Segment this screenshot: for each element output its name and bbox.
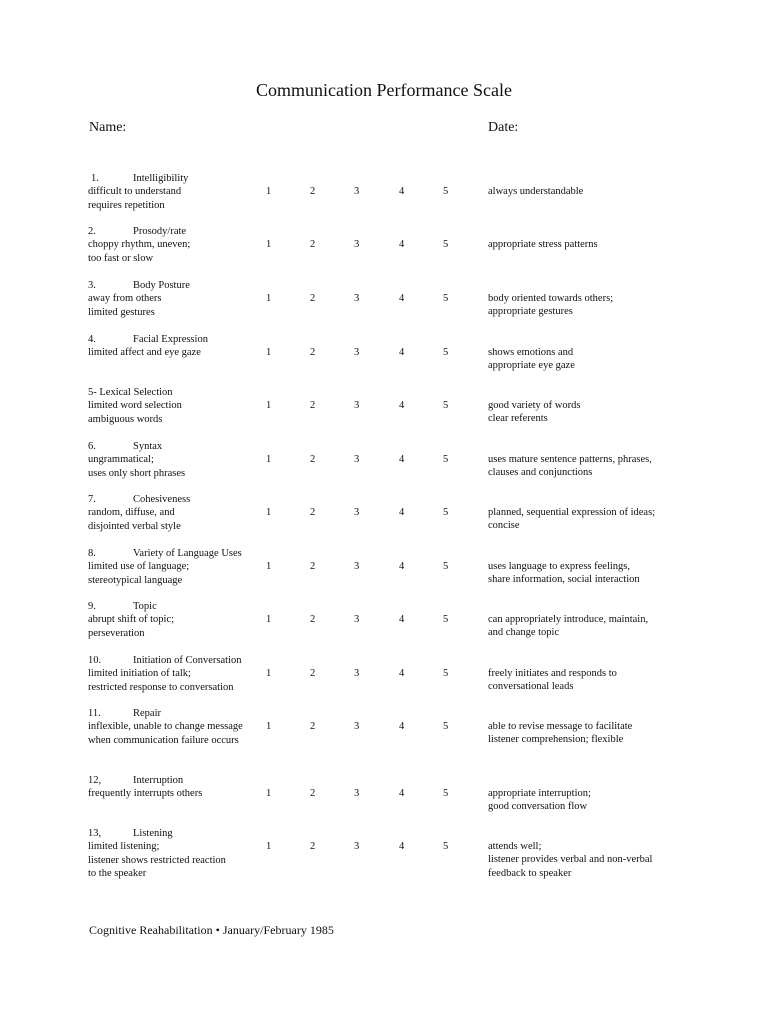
high-anchor-text: shows emotions and	[488, 347, 574, 358]
high-anchor-text: can appropriately introduce, maintain,	[488, 614, 649, 625]
page-title: Communication Performance Scale	[256, 80, 512, 100]
item-number: 6.	[88, 441, 96, 452]
item-heading	[88, 600, 273, 613]
item-number: 2.	[88, 226, 96, 237]
low-anchor-text: ambiguous words	[88, 413, 163, 425]
high-anchor-text: share information, social interaction	[488, 574, 640, 586]
footer-citation: Cognitive Reahabilitation • January/February 1985	[89, 923, 334, 937]
rating-value-2[interactable]: 2	[310, 186, 316, 197]
high-anchor-text: appropriate stress patterns	[488, 239, 598, 250]
item-label: Variety of Language Uses	[133, 548, 242, 559]
rating-value-4[interactable]: 4	[399, 788, 405, 799]
item-description-high	[488, 613, 708, 640]
item-number: 4.	[88, 334, 96, 345]
rating-value-4[interactable]: 4	[399, 293, 405, 304]
item-number: 10.	[88, 655, 102, 666]
high-anchor-text: able to revise message to facilitate	[488, 721, 633, 732]
item-description-low	[88, 827, 273, 881]
rating-value-3[interactable]: 3	[354, 507, 360, 518]
rating-value-2[interactable]: 2	[310, 668, 316, 679]
low-anchor-text: ungrammatical;	[88, 454, 154, 466]
item-label: Topic	[133, 601, 157, 612]
item-number: 7.	[88, 494, 96, 505]
item-label: Facial Expression	[133, 334, 208, 345]
item-description-low	[88, 654, 273, 694]
rating-value-5[interactable]: 5	[443, 614, 449, 625]
rating-value-3[interactable]: 3	[354, 400, 360, 411]
item-description-low	[88, 172, 273, 212]
high-anchor-text: uses language to express feelings,	[488, 561, 631, 572]
rating-value-5[interactable]: 5	[443, 293, 449, 304]
high-anchor-text: listener provides verbal and non-verbal	[488, 854, 653, 866]
rating-value-1[interactable]: 1	[266, 721, 272, 732]
item-heading	[88, 654, 273, 667]
low-anchor-text: perseveration	[88, 627, 145, 639]
high-anchor-text: always understandable	[488, 186, 584, 197]
rating-value-3[interactable]: 3	[354, 721, 360, 732]
item-description-low	[88, 225, 273, 265]
item-label: Initiation of Conversation	[133, 655, 242, 666]
item-heading	[88, 827, 273, 840]
item-label: Syntax	[133, 441, 163, 452]
high-anchor-text: concise	[488, 520, 520, 532]
low-anchor-text: limited use of language;	[88, 561, 190, 573]
low-anchor-text: limited gestures	[88, 306, 155, 318]
rating-value-1[interactable]: 1	[266, 507, 272, 518]
name-label: Name:	[89, 120, 127, 135]
rating-value-5[interactable]: 5	[443, 721, 449, 732]
low-anchor-text: limited word selection	[88, 400, 182, 412]
rating-value-1[interactable]: 1	[266, 614, 272, 625]
item-number: 13,	[88, 828, 102, 839]
item-number: 9.	[88, 601, 96, 612]
rating-value-5[interactable]: 5	[443, 841, 449, 852]
rating-value-1[interactable]: 1	[266, 788, 272, 799]
rating-value-5[interactable]: 5	[443, 186, 449, 197]
rating-value-3[interactable]: 3	[354, 186, 360, 197]
low-anchor-text: frequently interrupts others	[88, 788, 203, 800]
rating-value-2[interactable]: 2	[310, 347, 316, 358]
rating-value-1[interactable]: 1	[266, 400, 272, 411]
high-anchor-text: appropriate eye gaze	[488, 360, 575, 372]
high-anchor-text: and change topic	[488, 627, 560, 639]
item-description-low	[88, 493, 273, 533]
rating-value-2[interactable]: 2	[310, 454, 316, 465]
item-description-high	[488, 238, 708, 251]
item-heading	[88, 707, 273, 720]
low-anchor-text: limited initiation of talk;	[88, 668, 191, 680]
rating-value-1[interactable]: 1	[266, 347, 272, 358]
item-description-low	[88, 547, 273, 587]
low-anchor-text: stereotypical language	[88, 574, 183, 586]
item-description-low	[88, 386, 273, 426]
item-heading	[88, 279, 273, 292]
rating-value-5[interactable]: 5	[443, 788, 449, 799]
rating-value-2[interactable]: 2	[310, 561, 316, 572]
rating-value-3[interactable]: 3	[354, 614, 360, 625]
high-anchor-text: good variety of words	[488, 400, 581, 411]
rating-value-3[interactable]: 3	[354, 668, 360, 679]
item-label: Cohesiveness	[133, 494, 191, 505]
item-label: Listening	[133, 828, 173, 839]
item-number: 12,	[88, 775, 102, 786]
rating-value-2[interactable]: 2	[310, 239, 316, 250]
item-description-low	[88, 333, 273, 360]
rating-value-4[interactable]: 4	[399, 454, 405, 465]
low-anchor-text: abrupt shift of topic;	[88, 614, 175, 626]
item-heading	[88, 440, 273, 453]
rating-value-5[interactable]: 5	[443, 507, 449, 518]
rating-value-3[interactable]: 3	[354, 841, 360, 852]
rating-value-4[interactable]: 4	[399, 239, 405, 250]
rating-value-2[interactable]: 2	[310, 507, 316, 518]
high-anchor-text: freely initiates and responds to	[488, 668, 617, 679]
low-anchor-text: restricted response to conversation	[88, 681, 234, 693]
item-label: Body Posture	[133, 280, 190, 291]
item-description-high	[488, 667, 708, 694]
low-anchor-text: to the speaker	[88, 868, 147, 880]
rating-value-2[interactable]: 2	[310, 841, 316, 852]
item-description-low	[88, 279, 273, 319]
item-description-high	[488, 346, 708, 373]
item-heading	[88, 493, 273, 506]
high-anchor-text: uses mature sentence patterns, phrases,	[488, 454, 652, 465]
rating-value-4[interactable]: 4	[399, 721, 405, 732]
low-anchor-text: away from others	[88, 293, 162, 305]
low-anchor-text: choppy rhythm, uneven;	[88, 239, 191, 251]
item-heading	[88, 172, 273, 185]
low-anchor-text: when communication failure occurs	[88, 734, 239, 746]
rating-value-4[interactable]: 4	[399, 400, 405, 411]
low-anchor-text: too fast or slow	[88, 252, 154, 264]
low-anchor-text: inflexible, unable to change message	[88, 721, 243, 733]
rating-value-3[interactable]: 3	[354, 561, 360, 572]
item-label: Intelligibility	[133, 173, 189, 184]
high-anchor-text: appropriate gestures	[488, 306, 573, 318]
item-description-high	[488, 840, 708, 880]
rating-value-1[interactable]: 1	[266, 186, 272, 197]
low-anchor-text: limited affect and eye gaze	[88, 347, 201, 359]
item-label: Repair	[133, 708, 161, 719]
date-label: Date:	[488, 120, 519, 135]
item-description-high	[488, 720, 708, 747]
item-description-high	[488, 292, 708, 319]
rating-value-3[interactable]: 3	[354, 454, 360, 465]
rating-value-1[interactable]: 1	[266, 293, 272, 304]
high-anchor-text: listener comprehension; flexible	[488, 734, 624, 746]
rating-value-5[interactable]: 5	[443, 561, 449, 572]
rating-value-4[interactable]: 4	[399, 561, 405, 572]
rating-value-4[interactable]: 4	[399, 668, 405, 679]
rating-value-3[interactable]: 3	[354, 293, 360, 304]
rating-value-2[interactable]: 2	[310, 400, 316, 411]
rating-value-1[interactable]: 1	[266, 454, 272, 465]
rating-value-1[interactable]: 1	[266, 561, 272, 572]
low-anchor-text: uses only short phrases	[88, 467, 186, 479]
rating-value-2[interactable]: 2	[310, 788, 316, 799]
low-anchor-text: random, diffuse, and	[88, 507, 175, 519]
rating-value-2[interactable]: 2	[310, 614, 316, 625]
item-description-high	[488, 506, 708, 533]
high-anchor-text: feedback to speaker	[488, 867, 572, 879]
high-anchor-text: attends well;	[488, 841, 542, 852]
high-anchor-text: appropriate interruption;	[488, 788, 591, 799]
rating-value-4[interactable]: 4	[399, 186, 405, 197]
rating-value-5[interactable]: 5	[443, 454, 449, 465]
rating-value-2[interactable]: 2	[310, 721, 316, 732]
rating-value-1[interactable]: 1	[266, 841, 272, 852]
item-heading	[88, 547, 273, 560]
high-anchor-text: planned, sequential expression of ideas;	[488, 507, 656, 518]
high-anchor-text: clear referents	[488, 413, 548, 425]
rating-value-3[interactable]: 3	[354, 788, 360, 799]
item-description-low	[88, 600, 273, 640]
item-description-high	[488, 185, 708, 198]
rating-value-4[interactable]: 4	[399, 614, 405, 625]
item-label: Prosody/rate	[133, 226, 187, 237]
item-description-high	[488, 399, 708, 426]
high-anchor-text: good conversation flow	[488, 801, 588, 813]
item-heading	[88, 386, 273, 399]
rating-value-5[interactable]: 5	[443, 239, 449, 250]
item-description-high	[488, 787, 708, 814]
item-heading	[88, 225, 273, 238]
item-number: 11.	[88, 708, 101, 719]
rating-value-4[interactable]: 4	[399, 347, 405, 358]
low-anchor-text: requires repetition	[88, 199, 165, 211]
rating-value-2[interactable]: 2	[310, 293, 316, 304]
item-description-low	[88, 440, 273, 480]
rating-value-4[interactable]: 4	[399, 841, 405, 852]
rating-value-4[interactable]: 4	[399, 507, 405, 518]
item-description-low	[88, 707, 273, 747]
rating-value-1[interactable]: 1	[266, 239, 272, 250]
low-anchor-text: disjointed verbal style	[88, 520, 181, 532]
item-label: Interruption	[133, 775, 184, 786]
item-heading	[88, 333, 273, 346]
item-number: 1.	[91, 173, 99, 184]
rating-value-5[interactable]: 5	[443, 347, 449, 358]
rating-value-5[interactable]: 5	[443, 400, 449, 411]
rating-value-1[interactable]: 1	[266, 668, 272, 679]
item-heading	[88, 774, 273, 787]
rating-value-3[interactable]: 3	[354, 239, 360, 250]
high-anchor-text: clauses and conjunctions	[488, 467, 593, 479]
high-anchor-text: body oriented towards others;	[488, 293, 614, 304]
item-label: 5- Lexical Selection	[88, 387, 173, 398]
rating-value-5[interactable]: 5	[443, 668, 449, 679]
item-number: 3.	[88, 280, 96, 291]
item-number: 8.	[88, 548, 96, 559]
low-anchor-text: difficult to understand	[88, 186, 182, 198]
item-description-high	[488, 560, 708, 587]
item-description-low	[88, 774, 273, 801]
low-anchor-text: listener shows restricted reaction	[88, 854, 226, 866]
high-anchor-text: conversational leads	[488, 681, 574, 693]
low-anchor-text: limited listening;	[88, 841, 160, 853]
item-description-high	[488, 453, 708, 480]
rating-value-3[interactable]: 3	[354, 347, 360, 358]
